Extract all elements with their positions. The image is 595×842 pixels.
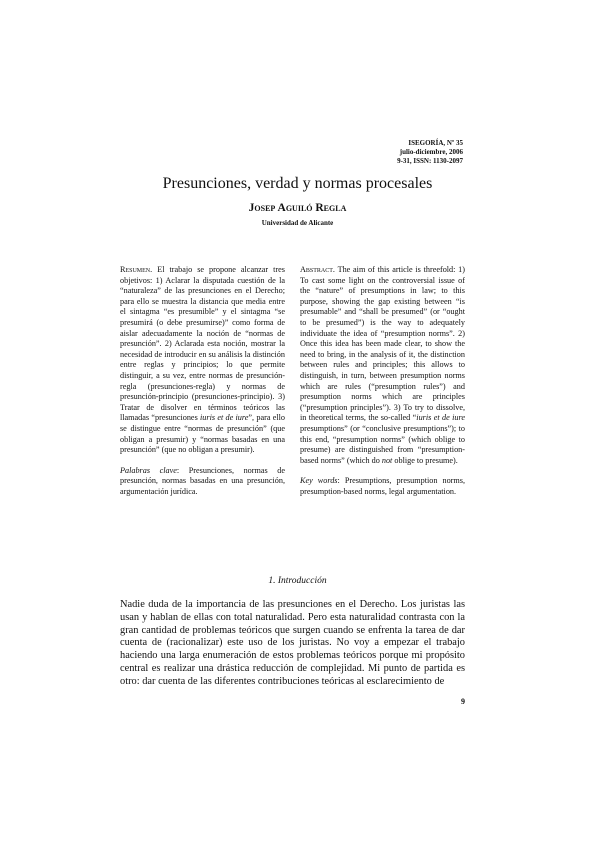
abstract-english xyxy=(300,265,465,497)
abstract-english-emphasis: not xyxy=(381,455,393,465)
article-title: Presunciones, verdad y normas procesales xyxy=(162,175,433,192)
keywords-spanish xyxy=(120,466,285,498)
section-heading: 1. Introducción xyxy=(268,576,327,586)
abstract-spanish-part-1: El trabajo se propone alcanzar tres objetivos: 1) Aclarar la disputada cuestión de la “naturaleza” de las presunciones en el Derecho; para ello se muestra la distancia que media entre el sintagma “es presumible” y el sintagma “se presumirá (o debe presumirse)” como forma de aislar adecuadamente la noción de “normas de presunción”. 2) Aclarada esta noción, mostrar la necesidad de introducir en su análisis la distinción entre reglas y principios; lo que permite distinguir, a su vez, entre normas de presunción-regla (presunciones-regla) y normas de presunción-principio (presunciones-principio). 3) Tratar de disolver en términos teóricos las llamadas “presunciones xyxy=(120,265,285,423)
abstract-spanish-text xyxy=(120,265,285,456)
abstract-english-part-2: presumptions” (or “conclusive presumptions”); to this end, “presumption norms” (which oblige to presume) are distinguished from “presumption-based norms” (which do xyxy=(300,423,465,465)
abstract-english-latin: iuris et de iure xyxy=(416,413,465,423)
journal-info xyxy=(397,139,463,166)
body-paragraph: Nadie duda de la importancia de las presunciones en el Derecho. Los juristas las usan y hablan de ellas con total naturalidad. Pero esta naturalidad contrasta con la gran cantidad de problemas teóricos que surgen cuando se enfrenta la tarea de dar cuenta de (racionalizar) este uso de los juristas. No voy a empezar el trabajo haciendo una larga enumeración de estos problemas teóricos porque mi propósito central es realizar una drástica reducción de complejidad. Mi punto de partida es otro: dar cuenta de las diferentes contribuciones teóricas al esclarecimiento de xyxy=(120,599,465,687)
author-affiliation: Universidad de Alicante xyxy=(261,219,334,227)
abstract-english-label: Abstract. xyxy=(300,265,335,274)
keywords-spanish-label: Palabras clave xyxy=(120,465,177,475)
abstract-spanish-part-2: ”, para ello se distingue entre “normas de presunción” (que obligan a presumir) y “normas basadas en una presunción” (que no obligan a presumir). xyxy=(120,413,286,455)
keywords-english xyxy=(300,476,465,497)
abstract-spanish-latin: iuris et de iure xyxy=(200,413,249,423)
abstract-spanish xyxy=(120,265,285,497)
page-number: 9 xyxy=(461,697,465,706)
journal-date: julio-diciembre, 2006 xyxy=(399,148,463,156)
abstract-english-part-3: oblige to presume). xyxy=(392,455,458,465)
keywords-english-label: Key words xyxy=(300,476,338,486)
abstract-english-text xyxy=(300,265,465,466)
author-name: Josep Aguiló Regla xyxy=(248,202,347,214)
journal-issn: 9-31, ISSN: 1130-2097 xyxy=(397,157,463,165)
keywords-english-text: : Presumptions, presumption norms, presumption-based norms, legal argumentation. xyxy=(300,476,465,496)
keywords-spanish-text: : Presunciones, normas de presunción, normas basadas en una presunción, argumentación jurídica. xyxy=(120,465,286,496)
abstract-english-part-1: The aim of this article is threefold: 1) To cast some light on the controversial issue of the “nature” of presumptions in law; to this purpose, showing the gap existing between “is presumable” and “shall be presumed” (or “ought to be presumed”) is the way to adequately individuate the idea of “presumption norms”. 2) Once this idea has been made clear, to show the need to bring, in the analysis of it, the distinction between rules and principles; this allows to distinguish, in turn, between presumption norms which are rules (“presumption rules”) and presumption norms which are principles (“presumption principles”). 3) To try to dissolve, in theoretical terms, the so-called “ xyxy=(300,265,465,423)
abstract-spanish-label: Resumen. xyxy=(120,265,153,274)
journal-name: ISEGORÍA, Nº 35 xyxy=(408,139,463,147)
